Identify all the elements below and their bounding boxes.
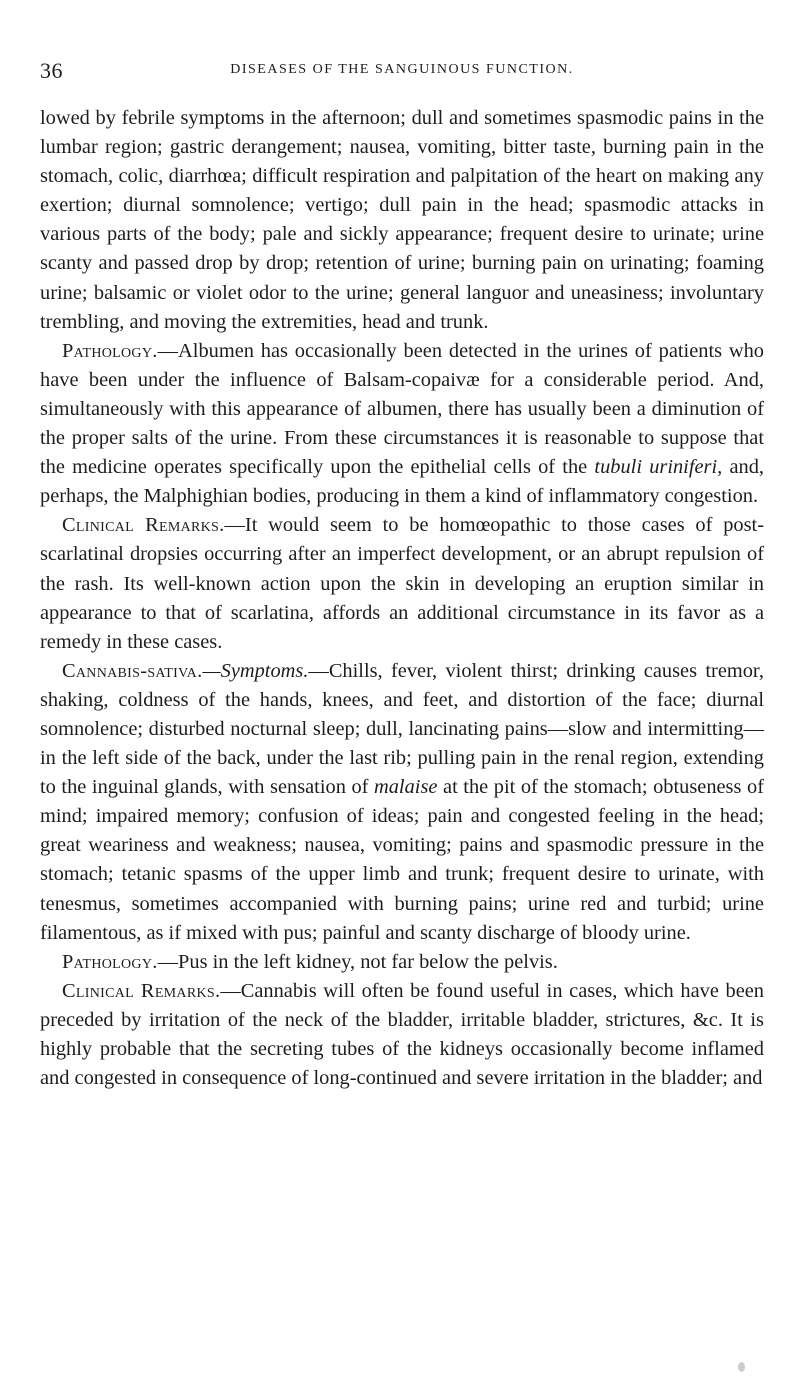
paragraph-clinical-remarks-cannabis: [40, 977, 764, 1093]
remedy-heading: Cannabis-sativa.: [62, 659, 203, 682]
paragraph-text: at the pit of the stomach; obtuseness of mind; impaired memory; confusion of ideas; pain and congested feeling in the head; great weariness and weakness; nausea, vomiting; pains and spasmodic pressure in the stomach; tetanic spasms of the upper limb and trunk; frequent desire to urinate, with tenesmus, sometimes accompanied with burning pains; urine red and turbid; urine filamentous, as if mixed with pus; painful and scanty discharge of bloody urine.: [40, 776, 764, 944]
italic-term: tubuli uriniferi,: [594, 456, 723, 479]
paragraph-text: and, perhaps, the Malphighian bodies, producing in them a kind of inflammatory congestion.: [40, 456, 765, 508]
paragraph-pathology-cannabis: [40, 948, 764, 977]
running-title: DISEASES OF THE SANGUINOUS FUNCTION.: [230, 62, 574, 77]
ink-smudge: [738, 1362, 745, 1372]
paragraph-clinical-remarks-copaiva: [40, 511, 764, 656]
paragraph-text: —Cannabis will often be found useful in cases, which have been preceded by irritation of the neck of the bladder, irritable bladder, strictures, &c. It is highly probable that the secreting tubes of the kidneys occasionally become inflamed and congested in consequence of long-continued and severe irritation in the bladder; and: [40, 979, 764, 1090]
running-head: [40, 58, 764, 82]
paragraph-pathology-copaiva: [40, 337, 764, 512]
section-heading: Clinical Remarks.: [62, 979, 221, 1002]
body-text: [40, 104, 764, 1093]
paragraph-cannabis-symptoms: [40, 657, 764, 948]
section-heading: Pathology.: [62, 339, 158, 362]
paragraph-text: —Chills, fever, violent thirst; drinking causes tremor, shaking, coldness of the hands, knees, and feet, and distortion of the face; diurnal somnolence; disturbed nocturnal sleep; dull, lancinating pains—slow and intermitting—in the left side of the back, under the last rib; pulling pain in the renal region, extending to the inguinal glands, with sensation of: [40, 659, 764, 799]
paragraph-text: lowed by febrile symptoms in the afternoon; dull and sometimes spasmodic pains in the lumbar region; gastric derangement; nausea, vomiting, bitter taste, burning pain in the stomach, colic, diarrhœa; difficult respiration and palpitation of the heart on making any exertion; diurnal somnolence; vertigo; dull pain in the head; spasmodic attacks in various parts of the body; pale and sickly appearance; frequent desire to urinate; urine scanty and passed drop by drop; retention of urine; burning pain on urinating; foaming urine; balsamic or violet odor to the urine; general languor and uneasiness; involuntary trembling, and moving the extremities, head and trunk.: [40, 107, 764, 333]
paragraph-text: —It would seem to be homœopathic to those cases of post-scarlatinal dropsies occurring after an imperfect development, or an abrupt repulsion of the rash. Its well-known action upon the skin in developing an eruption similar in appearance to that of scarlatina, affords an additional circumstance in its favor as a remedy in these cases.: [40, 514, 764, 653]
page-number: 36: [40, 58, 63, 83]
paragraph-continued-symptoms: [40, 104, 764, 337]
section-heading: Pathology.: [62, 950, 158, 973]
paragraph-text: —Albumen has occasionally been detected in the urines of patients who have been under the influence of Balsam-copaivæ for a considerable period. And, simultaneously with this appearance of albumen, there has usually been a diminution of the proper salts of the urine. From these circumstances it is reasonable to suppose that the medicine operates specifically upon the epithelial cells of the: [40, 339, 764, 479]
section-subheading: —Symptoms.: [202, 659, 309, 682]
italic-term: malaise: [374, 776, 438, 799]
section-heading: Clinical Remarks.: [62, 514, 225, 537]
paragraph-text: —Pus in the left kidney, not far below the pelvis.: [157, 950, 558, 973]
